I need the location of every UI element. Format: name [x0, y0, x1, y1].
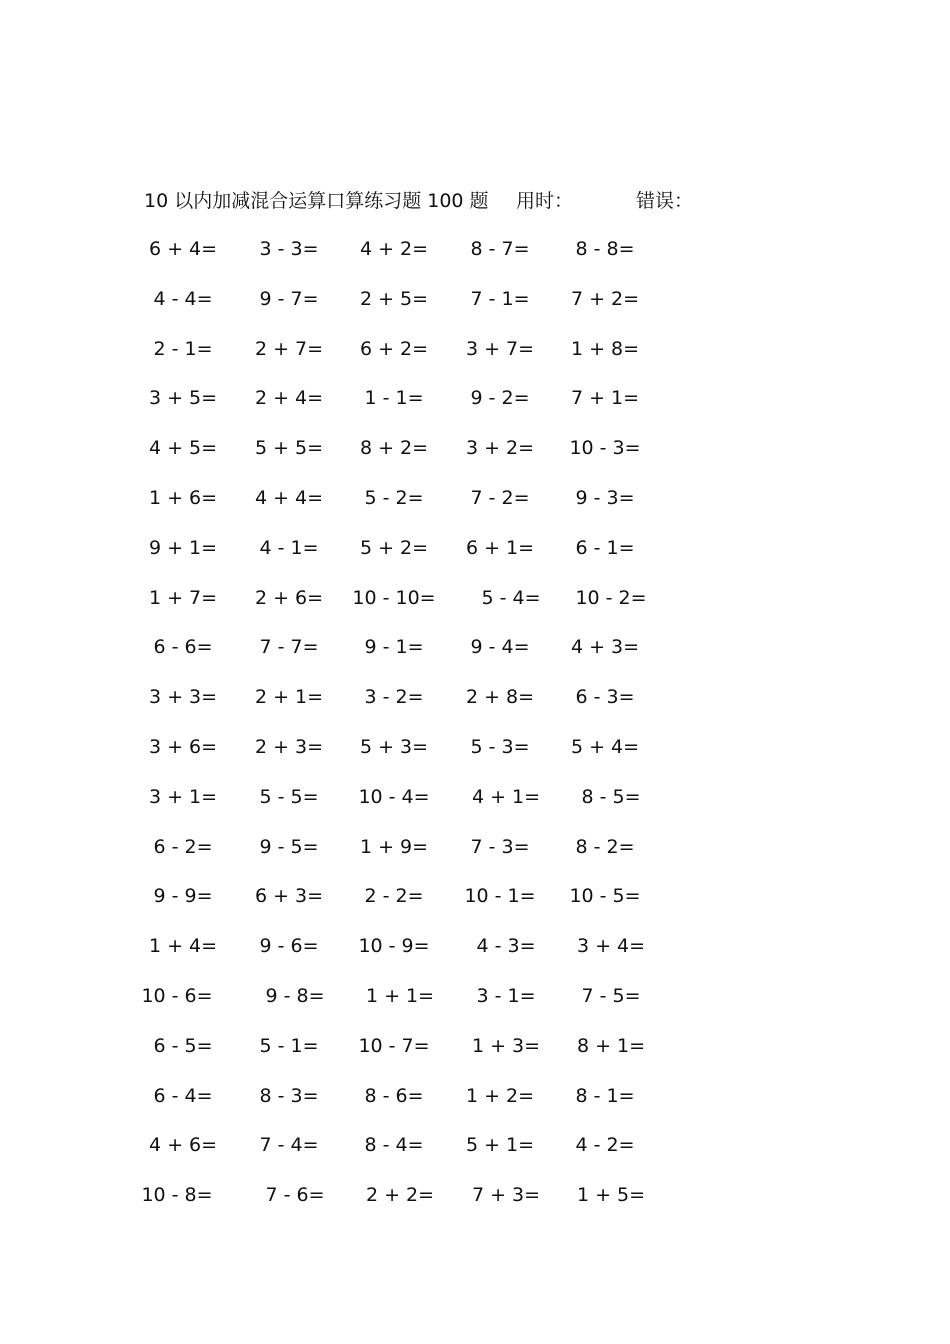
problem-item: 10 - 5=: [569, 885, 641, 908]
problem-item: 8 - 7=: [470, 238, 530, 260]
problem-item: 4 + 2=: [359, 238, 429, 260]
problem-item: 7 - 3=: [470, 835, 530, 858]
problem-item: 7 + 3=: [471, 1184, 541, 1207]
problem-item: 10 - 9=: [358, 935, 430, 958]
problem-item: 1 + 2=: [465, 1084, 535, 1107]
problem-row: [0, 1031, 950, 1081]
problem-item: 6 + 1=: [465, 536, 535, 559]
problem-item: 7 - 1=: [470, 287, 530, 310]
problem-item: 5 + 2=: [359, 536, 429, 559]
problem-item: 9 + 1=: [148, 536, 218, 559]
problem-item: 9 - 1=: [364, 636, 424, 659]
problem-item: 2 + 7=: [254, 337, 324, 360]
problem-item: 4 + 3=: [570, 636, 640, 659]
problem-item: 2 + 1=: [254, 686, 324, 709]
problem-row: [0, 483, 950, 533]
problem-item: 9 - 5=: [259, 835, 319, 858]
problem-item: 6 - 1=: [575, 536, 635, 559]
problem-row: [0, 832, 950, 882]
problem-item: 8 - 3=: [259, 1084, 319, 1107]
problem-item: 9 - 8=: [265, 984, 325, 1007]
problem-item: 9 - 3=: [575, 486, 635, 509]
problem-item: 1 + 5=: [576, 1184, 646, 1207]
problem-row: [0, 533, 950, 583]
problem-item: 3 - 3=: [259, 238, 319, 260]
problem-item: 10 - 8=: [141, 1184, 213, 1207]
problem-item: 1 + 7=: [148, 586, 218, 609]
errors-label: 错误：: [636, 190, 694, 212]
problem-item: 8 - 5=: [581, 785, 641, 808]
problem-item: 5 - 5=: [259, 785, 319, 808]
problem-item: 1 + 3=: [471, 1034, 541, 1057]
problem-item: 10 - 6=: [141, 984, 213, 1007]
problem-item: 8 - 4=: [364, 1134, 424, 1157]
problem-item: 10 - 1=: [464, 885, 536, 908]
problem-item: 6 - 3=: [575, 686, 635, 709]
problem-item: 3 + 7=: [465, 337, 535, 360]
problem-item: 2 + 4=: [254, 387, 324, 410]
problem-item: 6 - 2=: [153, 835, 213, 858]
problem-item: 7 + 2=: [570, 287, 640, 310]
problem-item: 2 - 1=: [153, 337, 213, 360]
problem-item: 9 - 6=: [259, 935, 319, 958]
problem-item: 3 + 2=: [465, 437, 535, 460]
problem-item: 6 + 4=: [148, 238, 218, 260]
problem-item: 8 + 1=: [576, 1034, 646, 1057]
problem-item: 6 + 3=: [254, 885, 324, 908]
problem-row: [0, 931, 950, 981]
problem-item: 2 + 5=: [359, 287, 429, 310]
problem-item: 4 - 2=: [575, 1134, 635, 1157]
problem-row: [0, 981, 950, 1031]
problem-item: 3 - 2=: [364, 686, 424, 709]
problem-row: [0, 782, 950, 832]
problem-item: 10 - 7=: [358, 1034, 430, 1057]
problem-item: 10 - 2=: [575, 586, 647, 609]
problem-item: 7 - 2=: [470, 486, 530, 509]
problem-item: 7 - 5=: [581, 984, 641, 1007]
problem-item: 10 - 3=: [569, 437, 641, 460]
problem-row: [0, 234, 950, 284]
problem-row: [0, 682, 950, 732]
problem-item: 6 - 4=: [153, 1084, 213, 1107]
problem-item: 3 + 1=: [148, 785, 218, 808]
problem-item: 8 + 2=: [359, 437, 429, 460]
problem-item: 4 - 4=: [153, 287, 213, 310]
problem-item: 5 - 4=: [481, 586, 541, 609]
problem-item: 8 - 8=: [575, 238, 635, 260]
problem-item: 3 + 5=: [148, 387, 218, 410]
problem-item: 9 - 2=: [470, 387, 530, 410]
problem-row: [0, 284, 950, 334]
problem-item: 7 - 7=: [259, 636, 319, 659]
problem-item: 3 + 3=: [148, 686, 218, 709]
problem-item: 1 + 1=: [365, 984, 435, 1007]
problem-item: 1 + 6=: [148, 486, 218, 509]
problem-item: 4 + 5=: [148, 437, 218, 460]
problem-row: [0, 1081, 950, 1131]
problem-item: 2 + 6=: [254, 586, 324, 609]
problem-item: 3 - 1=: [476, 984, 536, 1007]
problem-item: 5 + 3=: [359, 735, 429, 758]
problem-item: 2 + 2=: [365, 1184, 435, 1207]
problem-row: [0, 583, 950, 633]
problem-row: [0, 334, 950, 384]
problem-item: 10 - 10=: [352, 586, 436, 609]
problem-item: 5 - 1=: [259, 1034, 319, 1057]
problem-item: 4 + 6=: [148, 1134, 218, 1157]
problem-item: 1 + 9=: [359, 835, 429, 858]
problem-item: 2 + 8=: [465, 686, 535, 709]
problem-grid: [0, 234, 950, 1230]
problem-item: 1 + 8=: [570, 337, 640, 360]
problem-item: 9 - 7=: [259, 287, 319, 310]
problem-item: 4 + 4=: [254, 486, 324, 509]
problem-row: [0, 632, 950, 682]
problem-item: 4 + 1=: [471, 785, 541, 808]
problem-row: [0, 383, 950, 433]
problem-item: 3 + 4=: [576, 935, 646, 958]
problem-item: 5 - 2=: [364, 486, 424, 509]
problem-item: 4 - 1=: [259, 536, 319, 559]
problem-item: 6 + 2=: [359, 337, 429, 360]
problem-item: 5 + 5=: [254, 437, 324, 460]
problem-item: 9 - 9=: [153, 885, 213, 908]
problem-item: 6 - 6=: [153, 636, 213, 659]
problem-item: 7 - 4=: [259, 1134, 319, 1157]
problem-row: [0, 1180, 950, 1230]
problem-item: 3 + 6=: [148, 735, 218, 758]
problem-item: 1 + 4=: [148, 935, 218, 958]
problem-row: [0, 732, 950, 782]
worksheet-title: 10 以内加减混合运算口算练习题 100 题: [144, 190, 489, 212]
problem-item: 5 + 1=: [465, 1134, 535, 1157]
problem-item: 1 - 1=: [364, 387, 424, 410]
problem-item: 8 - 2=: [575, 835, 635, 858]
problem-item: 5 - 3=: [470, 735, 530, 758]
problem-row: [0, 1130, 950, 1180]
problem-item: 8 - 1=: [575, 1084, 635, 1107]
problem-item: 7 + 1=: [570, 387, 640, 410]
time-used-label: 用时：: [516, 190, 574, 212]
problem-item: 7 - 6=: [265, 1184, 325, 1207]
problem-item: 9 - 4=: [470, 636, 530, 659]
problem-item: 2 - 2=: [364, 885, 424, 908]
problem-item: 5 + 4=: [570, 735, 640, 758]
problem-item: 2 + 3=: [254, 735, 324, 758]
problem-row: [0, 881, 950, 931]
problem-item: 10 - 4=: [358, 785, 430, 808]
problem-item: 8 - 6=: [364, 1084, 424, 1107]
problem-row: [0, 433, 950, 483]
problem-item: 6 - 5=: [153, 1034, 213, 1057]
problem-item: 4 - 3=: [476, 935, 536, 958]
